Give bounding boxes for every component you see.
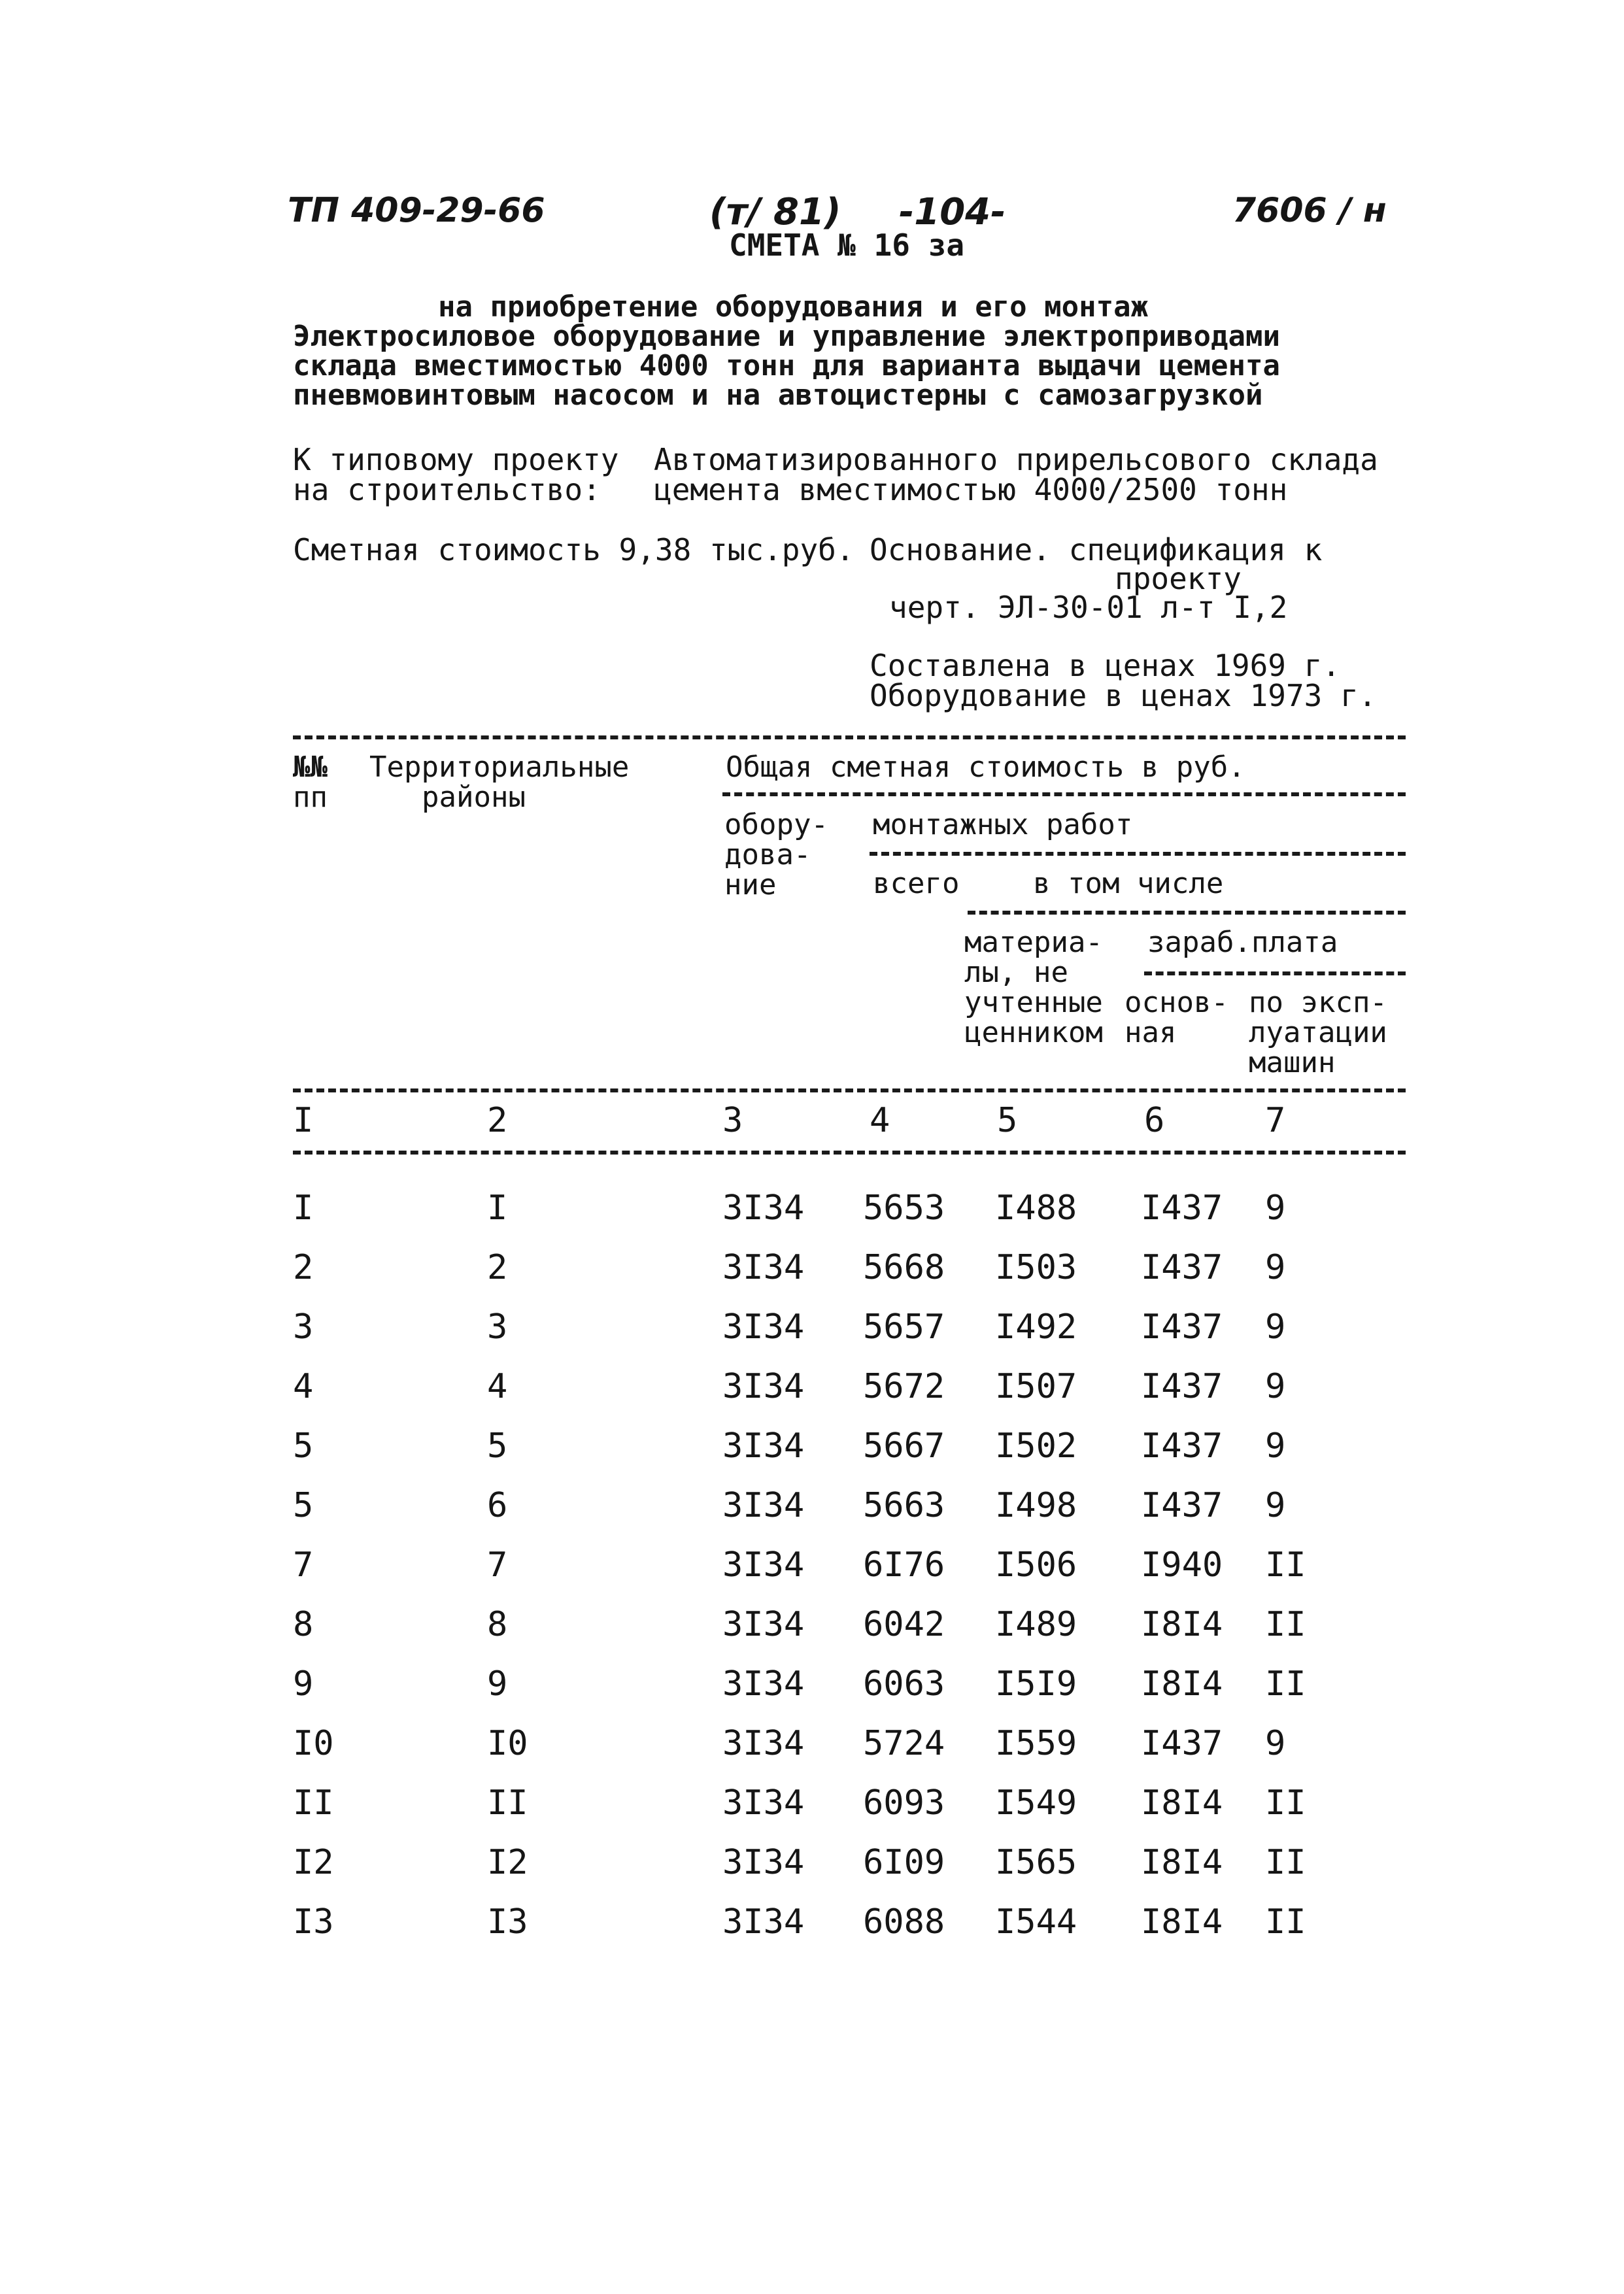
header-number-2: пп [293, 781, 328, 814]
table-cell: 5 [293, 1486, 314, 1525]
prices-line-2: Оборудование в ценах 1973 г. [870, 678, 1377, 713]
table-cell: 5657 [863, 1307, 945, 1347]
column-numbers-rule [293, 1151, 1406, 1155]
subtitle-line-3: склада вместимостью 4000 тонн для варианта выдачи цемента [293, 349, 1280, 382]
table-cell: 9 [1265, 1189, 1286, 1228]
table-cell: 3 [487, 1307, 508, 1347]
table-cell: 6088 [863, 1902, 945, 1942]
table-row [0, 1605, 1624, 1660]
table-row [0, 1486, 1624, 1541]
table-cell: I507 [995, 1367, 1077, 1406]
table-cell: 9 [1265, 1486, 1286, 1525]
header-installation: монтажных работ [873, 808, 1133, 841]
table-cell: 9 [1265, 1724, 1286, 1763]
table-cell: 3I34 [722, 1248, 805, 1287]
table-cell: 5668 [863, 1248, 945, 1287]
header-number-1: №№ [293, 751, 328, 784]
table-cell: I488 [995, 1189, 1077, 1228]
table-cell: 6093 [863, 1783, 945, 1823]
header-wages: зараб.плата [1147, 926, 1338, 959]
header-rule-1 [722, 792, 1406, 796]
table-cell: I503 [995, 1248, 1077, 1287]
header-bottom-rule [293, 1088, 1406, 1092]
table-cell: 9 [293, 1664, 314, 1704]
table-cell: I498 [995, 1486, 1077, 1525]
estimate-title: СМЕТА № 16 за [729, 228, 965, 263]
table-cell: I [293, 1189, 314, 1228]
table-cell: II [1265, 1605, 1306, 1644]
table-cell: I5I9 [995, 1664, 1077, 1704]
table-cell: 3I34 [722, 1724, 805, 1763]
table-cell: I437 [1141, 1426, 1223, 1466]
table-cell: 5667 [863, 1426, 945, 1466]
table-cell: I437 [1141, 1367, 1223, 1406]
table-cell: 6042 [863, 1605, 945, 1644]
table-row [0, 1902, 1624, 1957]
header-basic-2: ная [1125, 1016, 1177, 1049]
document-code: ТП 409-29-66 [288, 191, 545, 230]
table-row [0, 1367, 1624, 1422]
table-cell: 9 [1265, 1248, 1286, 1287]
table-cell: 7 [293, 1545, 314, 1585]
table-cell: 5724 [863, 1724, 945, 1763]
page-number: -104- [899, 191, 1006, 233]
subtitle-line-4: пневмовинтовым насосом и на автоцистерны с самозагрузкой [293, 379, 1263, 412]
table-cell: 2 [293, 1248, 314, 1287]
table-cell: 3I34 [722, 1545, 805, 1585]
table-cell: 5653 [863, 1189, 945, 1228]
table-top-rule [293, 735, 1406, 739]
table-cell: 9 [1265, 1367, 1286, 1406]
table-cell: I437 [1141, 1248, 1223, 1287]
header-rule-4 [1144, 971, 1406, 975]
table-cell: 3I34 [722, 1426, 805, 1466]
table-cell: I3 [487, 1902, 528, 1942]
table-cell: I8I4 [1141, 1843, 1223, 1882]
header-including: в том числе [1033, 867, 1224, 900]
table-cell: 7 [487, 1545, 508, 1585]
table-cell: I437 [1141, 1724, 1223, 1763]
table-cell: 5672 [863, 1367, 945, 1406]
table-cell: 3I34 [722, 1902, 805, 1942]
table-cell: I437 [1141, 1307, 1223, 1347]
table-cell: 4 [293, 1367, 314, 1406]
table-cell: 3I34 [722, 1307, 805, 1347]
table-row [0, 1843, 1624, 1898]
table-cell: I8I4 [1141, 1902, 1223, 1942]
table-cell: II [1265, 1783, 1306, 1823]
table-cell: I549 [995, 1783, 1077, 1823]
header-materials-4: ценником [964, 1016, 1103, 1049]
table-cell: I502 [995, 1426, 1077, 1466]
table-cell: 5 [293, 1426, 314, 1466]
table-cell: 3I34 [722, 1486, 805, 1525]
project-value-2: цемента вместимостью 4000/2500 тонн [654, 472, 1288, 507]
handwritten-mark: (т/ 81) [709, 191, 841, 233]
table-cell: I489 [995, 1605, 1077, 1644]
table-cell: 3I34 [722, 1843, 805, 1882]
table-cell: I8I4 [1141, 1783, 1223, 1823]
table-cell: I437 [1141, 1486, 1223, 1525]
header-materials-2: лы, не [964, 956, 1068, 989]
header-rule-2 [870, 852, 1406, 856]
table-cell: 9 [1265, 1307, 1286, 1347]
subtitle-line-1: на приобретение оборудования и его монтаж [438, 290, 1149, 324]
table-row [0, 1724, 1624, 1779]
table-cell: 3I34 [722, 1189, 805, 1228]
table-row [0, 1545, 1624, 1600]
table-cell: 3 [293, 1307, 314, 1347]
table-cell: I437 [1141, 1189, 1223, 1228]
table-row [0, 1783, 1624, 1838]
header-machines-2: луатации [1249, 1016, 1387, 1049]
table-cell: 2 [487, 1248, 508, 1287]
column-number: 4 [870, 1101, 890, 1140]
table-cell: I8I4 [1141, 1664, 1223, 1704]
table-cell: 5 [487, 1426, 508, 1466]
table-cell: I2 [293, 1843, 334, 1882]
header-equipment-2: дова- [724, 838, 811, 871]
column-number: 2 [487, 1101, 508, 1140]
project-value-1: Автоматизированного прирельсового склада [654, 442, 1378, 477]
table-cell: 3I34 [722, 1367, 805, 1406]
header-equipment-1: обору- [724, 808, 828, 841]
subtitle-line-2: Электросиловое оборудование и управление электроприводами [293, 320, 1280, 353]
column-number: I [293, 1101, 314, 1140]
table-cell: 4 [487, 1367, 508, 1406]
table-cell: II [487, 1783, 528, 1823]
table-cell: I0 [293, 1724, 334, 1763]
table-cell: I0 [487, 1724, 528, 1763]
header-rule-3 [968, 911, 1406, 915]
header-regions-2: районы [422, 781, 526, 814]
table-cell: II [1265, 1545, 1306, 1585]
table-cell: I506 [995, 1545, 1077, 1585]
table-row [0, 1307, 1624, 1362]
table-cell: I940 [1141, 1545, 1223, 1585]
header-materials-3: учтенные [964, 986, 1103, 1019]
table-cell: 3I34 [722, 1605, 805, 1644]
table-cell: II [1265, 1902, 1306, 1942]
estimated-cost: Сметная стоимость 9,38 тыс.руб. [293, 532, 854, 567]
table-cell: I [487, 1189, 508, 1228]
table-cell: I544 [995, 1902, 1077, 1942]
table-cell: I8I4 [1141, 1605, 1223, 1644]
table-cell: 3I34 [722, 1783, 805, 1823]
header-regions-1: Территориальные [369, 751, 630, 784]
table-row [0, 1248, 1624, 1303]
table-cell: II [293, 1783, 334, 1823]
table-cell: I3 [293, 1902, 334, 1942]
table-cell: I559 [995, 1724, 1077, 1763]
table-row [0, 1426, 1624, 1481]
header-equipment-3: ние [724, 868, 777, 902]
table-row [0, 1664, 1624, 1719]
column-numbers-row [0, 1101, 1624, 1143]
table-row [0, 1191, 1624, 1243]
table-cell: 5663 [863, 1486, 945, 1525]
table-cell: II [1265, 1664, 1306, 1704]
column-number: 6 [1144, 1101, 1165, 1140]
table-cell: 6I09 [863, 1843, 945, 1882]
header-machines-1: по эксп- [1249, 986, 1387, 1019]
table-cell: 6I76 [863, 1545, 945, 1585]
table-cell: I492 [995, 1307, 1077, 1347]
column-number: 7 [1265, 1101, 1286, 1140]
table-cell: 8 [487, 1605, 508, 1644]
table-cell: II [1265, 1843, 1306, 1882]
project-label-2: на строительство: [293, 472, 601, 507]
header-machines-3: машин [1249, 1046, 1336, 1079]
table-cell: I2 [487, 1843, 528, 1882]
table-cell: 9 [487, 1664, 508, 1704]
header-total-all: всего [873, 867, 960, 900]
prices-line-1: Составлена в ценах 1969 г. [870, 648, 1341, 683]
table-cell: 6063 [863, 1664, 945, 1704]
basis-line-2: проекту [1115, 561, 1242, 596]
header-materials-1: материа- [964, 926, 1103, 959]
basis-line-3: черт. ЭЛ-30-01 л-т I,2 [889, 590, 1288, 625]
table-cell: 9 [1265, 1426, 1286, 1466]
table-cell: 6 [487, 1486, 508, 1525]
column-number: 5 [997, 1101, 1018, 1140]
project-label-1: К типовому проекту [293, 442, 619, 477]
header-basic-1: основ- [1125, 986, 1228, 1019]
table-cell: 3I34 [722, 1664, 805, 1704]
table-cell: I565 [995, 1843, 1077, 1882]
basis-line-1: Основание. спецификация к [870, 532, 1323, 567]
table-cell: 8 [293, 1605, 314, 1644]
header-total-cost: Общая сметная стоимость в руб. [726, 751, 1245, 784]
column-number: 3 [722, 1101, 743, 1140]
sheet-number: 7606 / н [1232, 191, 1387, 230]
